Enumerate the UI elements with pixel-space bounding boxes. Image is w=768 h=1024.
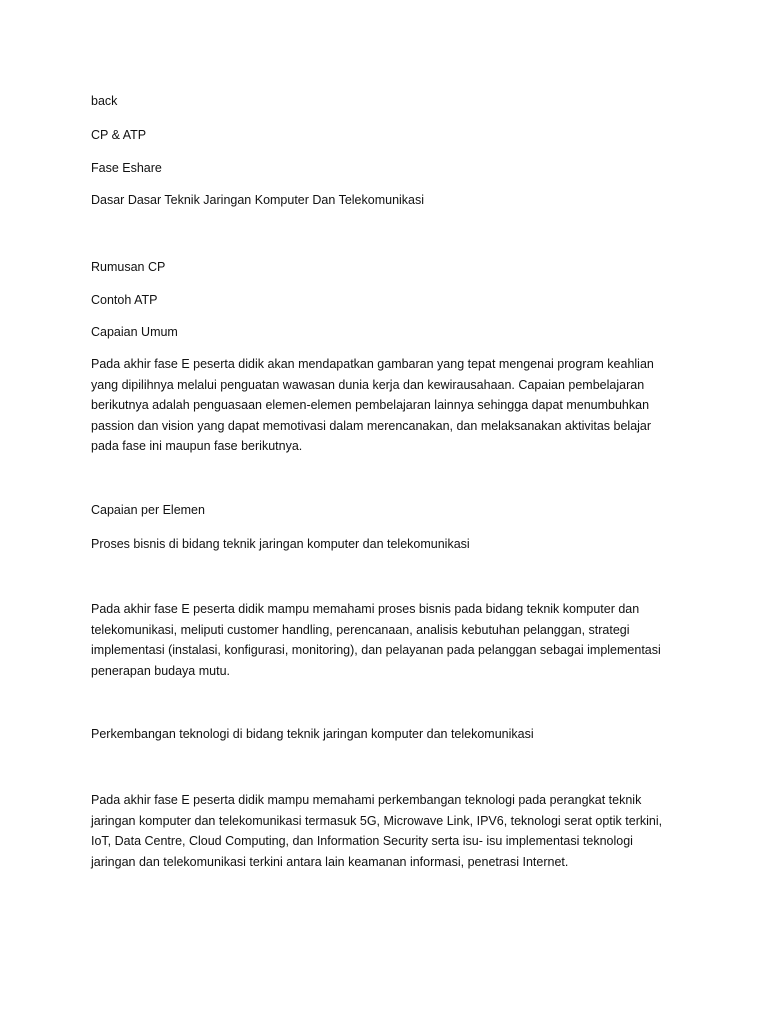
- paragraph-line: berikutnya adalah penguasaan elemen-elemen pembelajaran lainnya sehingga dapat menumbuhkan: [91, 398, 650, 412]
- capaian-umum-paragraph: [91, 354, 691, 457]
- rumusan-cp-heading: Rumusan CP: [91, 260, 166, 274]
- paragraph-line: yang dipilihnya melalui penguatan wawasan dunia kerja dan kewirausahaan. Capaian pembelajaran: [91, 377, 645, 392]
- paragraph-line: telekomunikasi, meliputi customer handling, perencanaan, analisis kebutuhan pelanggan, strategi: [91, 622, 630, 637]
- element2-paragraph: [91, 790, 691, 872]
- paragraph-line: pada fase ini maupun fase berikutnya.: [91, 439, 303, 453]
- paragraph-line: Pada akhir fase E peserta didik akan mendapatkan gambaran yang tepat mengenai program keahlian: [91, 357, 654, 371]
- paragraph-line: Pada akhir fase E peserta didik mampu memahami proses bisnis pada bidang teknik komputer dan: [91, 602, 640, 616]
- paragraph-line: passion dan vision yang dapat memotivasi dalam merencanakan, dan melaksanakan aktivitas belajar: [91, 418, 652, 433]
- cp-atp-link[interactable]: CP & ATP: [91, 128, 147, 142]
- paragraph-line: jaringan dan telekomunikasi terkini antara lain keamanan informasi, penetrasi Internet.: [91, 854, 569, 869]
- paragraph-line: Pada akhir fase E peserta didik mampu memahami perkembangan teknologi pada perangkat teknik: [91, 793, 642, 807]
- back-link[interactable]: back: [91, 94, 118, 108]
- capaian-umum-heading: Capaian Umum: [91, 325, 178, 339]
- paragraph-line: penerapan budaya mutu.: [91, 663, 230, 678]
- fase-label: Fase Eshare: [91, 161, 162, 175]
- paragraph-line: IoT, Data Centre, Cloud Computing, dan Information Security serta isu- isu implementasi teknologi: [91, 834, 633, 848]
- element1-title: Proses bisnis di bidang teknik jaringan komputer dan telekomunikasi: [91, 537, 470, 551]
- subject-title: Dasar Dasar Teknik Jaringan Komputer Dan Telekomunikasi: [91, 193, 425, 207]
- element2-title: Perkembangan teknologi di bidang teknik jaringan komputer dan telekomunikasi: [91, 727, 534, 741]
- capaian-per-elemen-heading: Capaian per Elemen: [91, 503, 205, 517]
- paragraph-line: jaringan komputer dan telekomunikasi termasuk 5G, Microwave Link, IPV6, teknologi serat optik terkini,: [91, 813, 663, 828]
- paragraph-line: implementasi (instalasi, konfigurasi, monitoring), dan pelayanan pada pelanggan sebagai implementasi: [91, 643, 661, 657]
- element1-paragraph: [91, 599, 691, 681]
- contoh-atp-heading: Contoh ATP: [91, 293, 158, 307]
